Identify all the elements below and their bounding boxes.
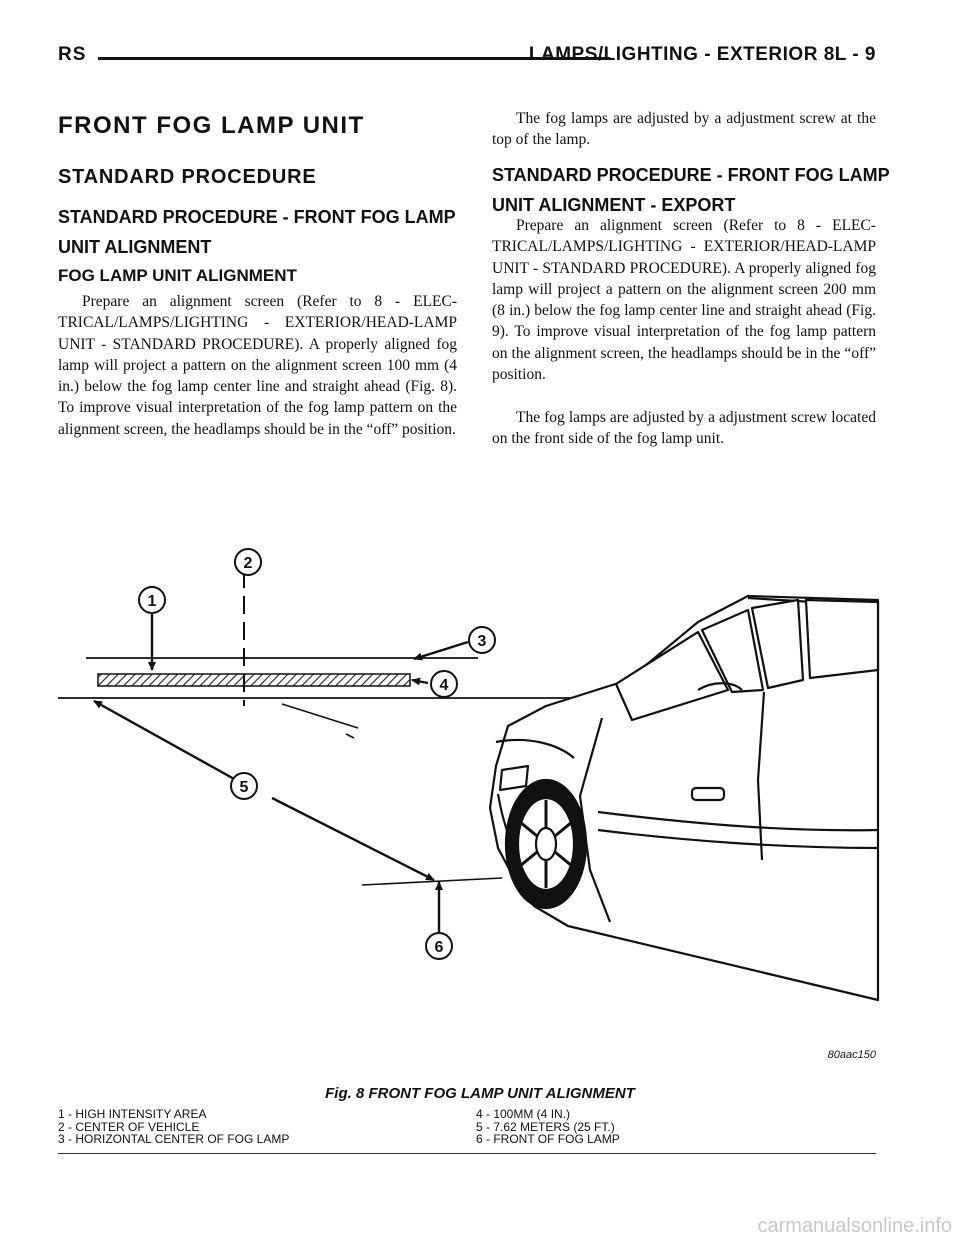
left-subsubheading: FOG LAMP UNIT ALIGNMENT <box>58 266 297 285</box>
side-marker <box>500 766 528 790</box>
right-paragraph-top: The fog lamps are adjusted by a adjustment screw at the top of the lamp. <box>492 110 876 149</box>
right-subheading-line-1: STANDARD PROCEDURE - FRONT FOG LAMP <box>492 165 890 185</box>
legend-right <box>476 1108 620 1146</box>
section-heading: STANDARD PROCEDURE <box>58 166 317 188</box>
right-paragraph-1: Prepare an alignment screen (Refer to 8 - ELEC-TRICAL/LAMPS/LIGHTING - EXTERIOR/HEAD-LAMP UNIT - STANDARD PROCEDURE). A properly aligned fog lamp will project a pattern on the alignment screen 200 mm (8 in.) below the fog lamp center line and straight ahead (Fig. 9). To improve visual interpretation of the fog lamp pattern on the alignment screen, the headlamps should be in the “off” position. <box>492 217 876 384</box>
arrow-4 <box>412 680 428 683</box>
callout-3-label: 3 <box>477 633 487 650</box>
callout-4-label: 4 <box>439 677 449 694</box>
callout-1-label: 1 <box>147 593 157 610</box>
header-left: RS <box>58 44 87 65</box>
legend-item: 2 - CENTER OF VEHICLE <box>58 1119 200 1134</box>
left-subheading-line-1: STANDARD PROCEDURE - FRONT FOG LAMP <box>58 207 456 227</box>
legend-left <box>58 1108 289 1146</box>
legend-item: 1 - HIGH INTENSITY AREA <box>58 1107 207 1121</box>
high-intensity-area <box>98 674 410 686</box>
page-title: FRONT FOG LAMP UNIT <box>58 112 365 139</box>
arrow-5-back <box>94 701 236 780</box>
legend-item: 5 - 7.62 METERS (25 FT.) <box>476 1119 615 1134</box>
front-wheel <box>506 780 586 908</box>
floor-centerline-2 <box>346 734 354 738</box>
alignment-screen <box>58 570 594 706</box>
callout-6-label: 6 <box>434 939 444 956</box>
hub <box>536 828 556 860</box>
left-subheading <box>58 202 456 262</box>
left-subheading-line-2: UNIT ALIGNMENT <box>58 237 212 257</box>
right-paragraph-2: The fog lamps are adjusted by a adjustment screw located on the front side of the fog lamp unit. <box>492 409 876 448</box>
arrow-3 <box>414 642 468 659</box>
floor-centerline-1 <box>282 704 358 728</box>
figure-caption: Fig. 8 FRONT FOG LAMP UNIT ALIGNMENT <box>325 1085 635 1102</box>
running-header <box>58 44 876 74</box>
arrow-5-front <box>272 798 434 880</box>
legend-item: 6 - FRONT OF FOG LAMP <box>476 1132 620 1146</box>
door-handle <box>692 788 724 800</box>
header-right: LAMPS/LIGHTING - EXTERIOR 8L - 9 <box>528 44 876 65</box>
legend-item: 4 - 100MM (4 IN.) <box>476 1107 571 1121</box>
legend-rule <box>58 1153 876 1154</box>
callout-numbers <box>148 555 487 956</box>
fog-lamp-alignment-figure <box>58 530 888 1075</box>
left-paragraph: Prepare an alignment screen (Refer to 8 - ELEC-TRICAL/LAMPS/LIGHTING - EXTERIOR/HEAD-LAMP UNIT - STANDARD PROCEDURE). A properly aligned fog lamp will project a pattern on the alignment screen 100 mm (4 in.) below the fog lamp center line and straight ahead (Fig. 8). To improve visual interpretation of the fog lamp pattern on the alignment screen, the headlamps should be in the “off” position. <box>58 293 457 438</box>
callout-2-label: 2 <box>243 555 253 572</box>
quarter-window <box>806 600 878 678</box>
callouts <box>139 549 495 959</box>
watermark: carmanualsonline.info <box>757 1215 952 1237</box>
callout-5-label: 5 <box>239 779 249 796</box>
legend-item: 3 - HORIZONTAL CENTER OF FOG LAMP <box>58 1132 290 1146</box>
right-subheading-line-2: UNIT ALIGNMENT - EXPORT <box>492 195 736 215</box>
right-subheading <box>492 160 890 220</box>
figure-code: 80aac150 <box>827 1049 876 1061</box>
